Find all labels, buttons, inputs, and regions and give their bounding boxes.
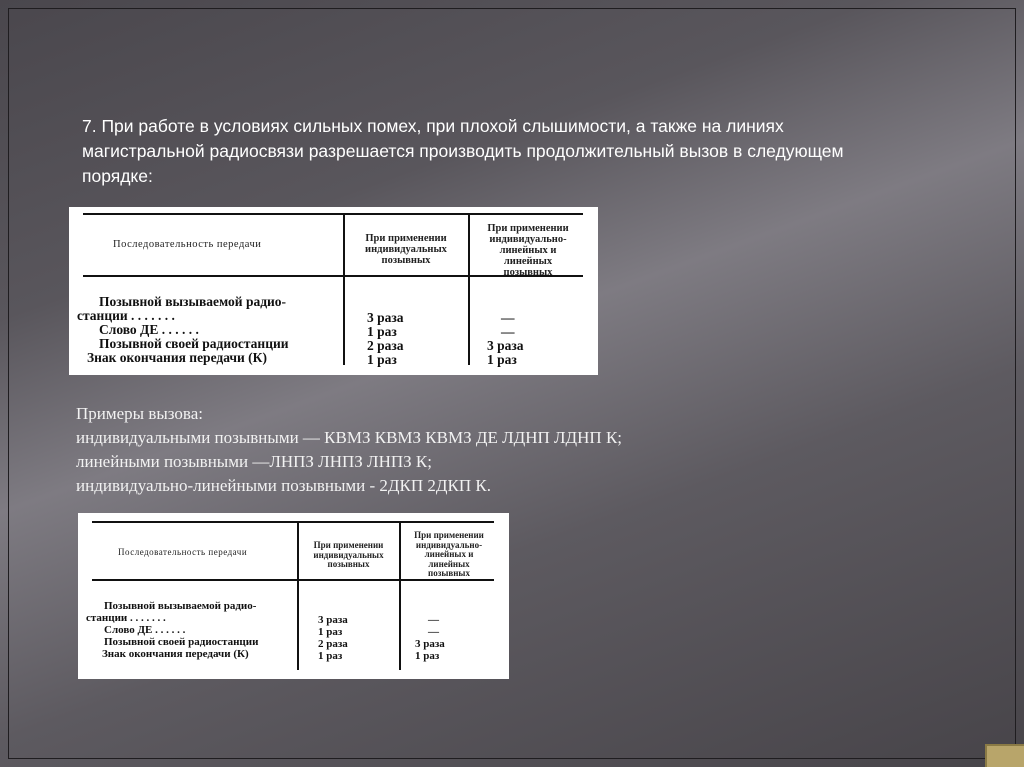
examples-title: Примеры вызова: [76,404,203,423]
intro-line-2: магистральной радиосвязи разрешается производить продолжительный вызов в следующем [82,141,844,161]
val-individual-0: 3 раза [318,614,348,626]
row-own-callsign: Позывной своей радиостанции [99,336,289,351]
val-individual-4: 1 раз [318,650,343,662]
val-individual-3: 2 раза [367,338,404,353]
header-linear: При применении индивидуально- линейных и линейных позывных [414,530,484,578]
val-individual-2: 1 раз [367,324,397,339]
val-linear-3: 3 раза [487,338,524,353]
val-linear-0: — [428,614,439,626]
header-individual: При применении индивидуальных позывных [313,540,384,569]
header-linear: При применении индивидуально- линейных и линейных позывных [487,223,569,278]
scanned-table-image-1 [69,207,598,375]
val-individual-4: 1 раз [367,352,397,367]
row-word-de: Слово ДЕ . . . . . . [99,322,199,337]
scanned-table-image-2 [78,513,509,679]
val-linear-2: — [428,626,439,638]
val-individual-3: 2 раза [318,638,348,650]
corner-decoration [985,744,1024,767]
val-linear-4: 1 раз [415,650,440,662]
val-linear-4: 1 раз [487,352,517,367]
val-individual-2: 1 раз [318,626,343,638]
example-linear: линейными позывными —ЛНПЗ ЛНПЗ ЛНПЗ К; [76,452,432,471]
row-called-callsign: Позывной вызываемой радио- [99,294,287,309]
row-station: станции . . . . . . . [77,308,175,323]
val-linear-2: — [501,324,515,339]
example-mixed: индивидуально-линейными позывными - 2ДКП 2ДКП К. [76,476,491,495]
row-end-sign: Знак окончания передачи (К) [87,350,267,365]
header-sequence: Последовательность передачи [113,239,262,250]
intro-paragraph [82,114,962,189]
header-sequence: Последовательность передачи [118,547,248,557]
intro-line-1: 7. При работе в условиях сильных помех, при плохой слышимости, а также на линиях [82,116,784,136]
example-individual: индивидуальными позывными — КВМЗ КВМЗ КВМЗ ДЕ ЛДНП ЛДНП К; [76,428,623,447]
row-called-callsign: Позывной вызываемой радио- [104,600,257,612]
val-individual-0: 3 раза [367,310,404,325]
intro-line-3: порядке: [82,166,153,186]
row-own-callsign: Позывной своей радиостанции [104,636,259,648]
header-individual: При применении индивидуальных позывных [365,233,447,266]
call-examples [76,402,836,498]
row-word-de: Слово ДЕ . . . . . . [104,624,186,636]
val-linear-3: 3 раза [415,638,445,650]
val-linear-0: — [501,310,515,325]
row-station: станции . . . . . . . [86,612,166,624]
row-end-sign: Знак окончания передачи (К) [102,648,249,660]
